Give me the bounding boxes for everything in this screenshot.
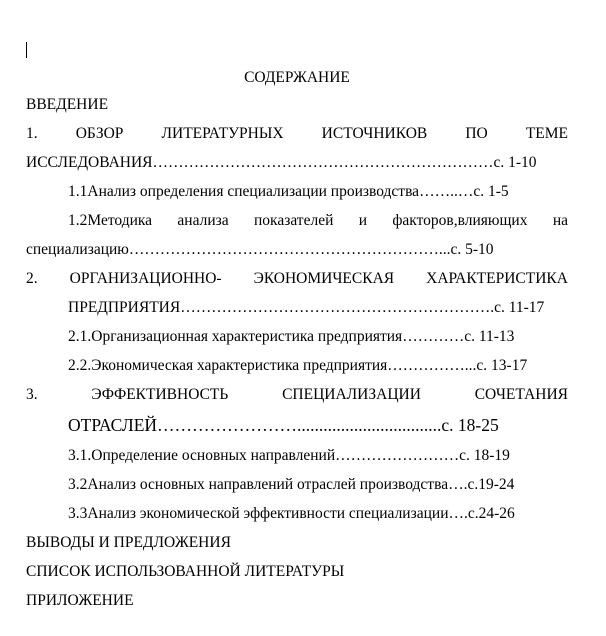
toc-word: 1. (26, 125, 38, 142)
toc-word: показателей (253, 212, 334, 229)
toc-conclusions: ВЫВОДЫ И ПРЕДЛОЖЕНИЯ (26, 534, 231, 551)
toc-section1-heading (26, 124, 568, 144)
toc-section1-sub1: 1.1Анализ определения специализации производства……..…с. 1-5 (68, 183, 509, 200)
toc-word: ХАРАКТЕРИСТИКА (426, 270, 568, 287)
toc-word: факторов,влияющих (392, 212, 528, 229)
toc-word: ТЕМЕ (525, 125, 568, 142)
toc-section3-sub1: 3.1.Определение основных направлений……………………с. 18-19 (68, 447, 510, 464)
toc-word: СОЧЕТАНИЯ (474, 386, 568, 403)
text-cursor (26, 42, 27, 58)
toc-word: ЭФФЕКТИВНОСТЬ (91, 386, 229, 403)
toc-section2-heading (26, 269, 568, 289)
toc-section2-sub1: 2.1.Организационная характеристика предприятия…………с. 11-13 (68, 328, 515, 345)
toc-appendix: ПРИЛОЖЕНИЕ (26, 592, 134, 609)
toc-section3-sub2: 3.2Анализ основных направлений отраслей производства….с.19-24 (68, 476, 515, 493)
toc-word: 1.2Методика (68, 212, 153, 229)
toc-word: 2. (26, 270, 38, 287)
toc-section1-cont: ИССЛЕДОВАНИЯ…………………………………………………………с. 1-10 (26, 154, 537, 171)
toc-section1-sub2 (68, 211, 568, 231)
toc-word: ИСТОЧНИКОВ (321, 125, 428, 142)
toc-word: 3. (26, 386, 38, 403)
toc-section3-sub3: 3.3Анализ экономической эффективности специализации….с.24-26 (68, 505, 515, 522)
toc-word: ОРГАНИЗАЦИОННО- (69, 270, 222, 287)
toc-word: на (552, 212, 568, 229)
toc-word: ОБЗОР (75, 125, 124, 142)
toc-references: СПИСОК ИСПОЛЬЗОВАННОЙ ЛИТЕРАТУРЫ (26, 563, 345, 580)
toc-section2-cont: ПРЕДПРИЯТИЯ…………………………………………………….с. 11-17 (68, 299, 545, 316)
toc-word: ПО (465, 125, 488, 142)
toc-section3-cont: ОТРАСЛЕЙ…………………….................................с. 18-25 (68, 415, 499, 435)
toc-intro: ВВЕДЕНИЕ (26, 96, 109, 113)
toc-word: и (358, 212, 368, 229)
toc-word: анализа (177, 212, 229, 229)
toc-word: ЭКОНОМИЧЕСКАЯ (253, 270, 395, 287)
toc-section3-heading (26, 385, 568, 405)
toc-section2-sub2: 2.2.Экономическая характеристика предприятия……………...с. 13-17 (68, 357, 528, 374)
toc-section1-sub2-cont: специализацию……………………………………………………...с. 5-10 (26, 241, 494, 258)
toc-word: ЛИТЕРАТУРНЫХ (161, 125, 284, 142)
toc-title: СОДЕРЖАНИЕ (244, 69, 350, 86)
toc-word: СПЕЦИАЛИЗАЦИИ (282, 386, 421, 403)
